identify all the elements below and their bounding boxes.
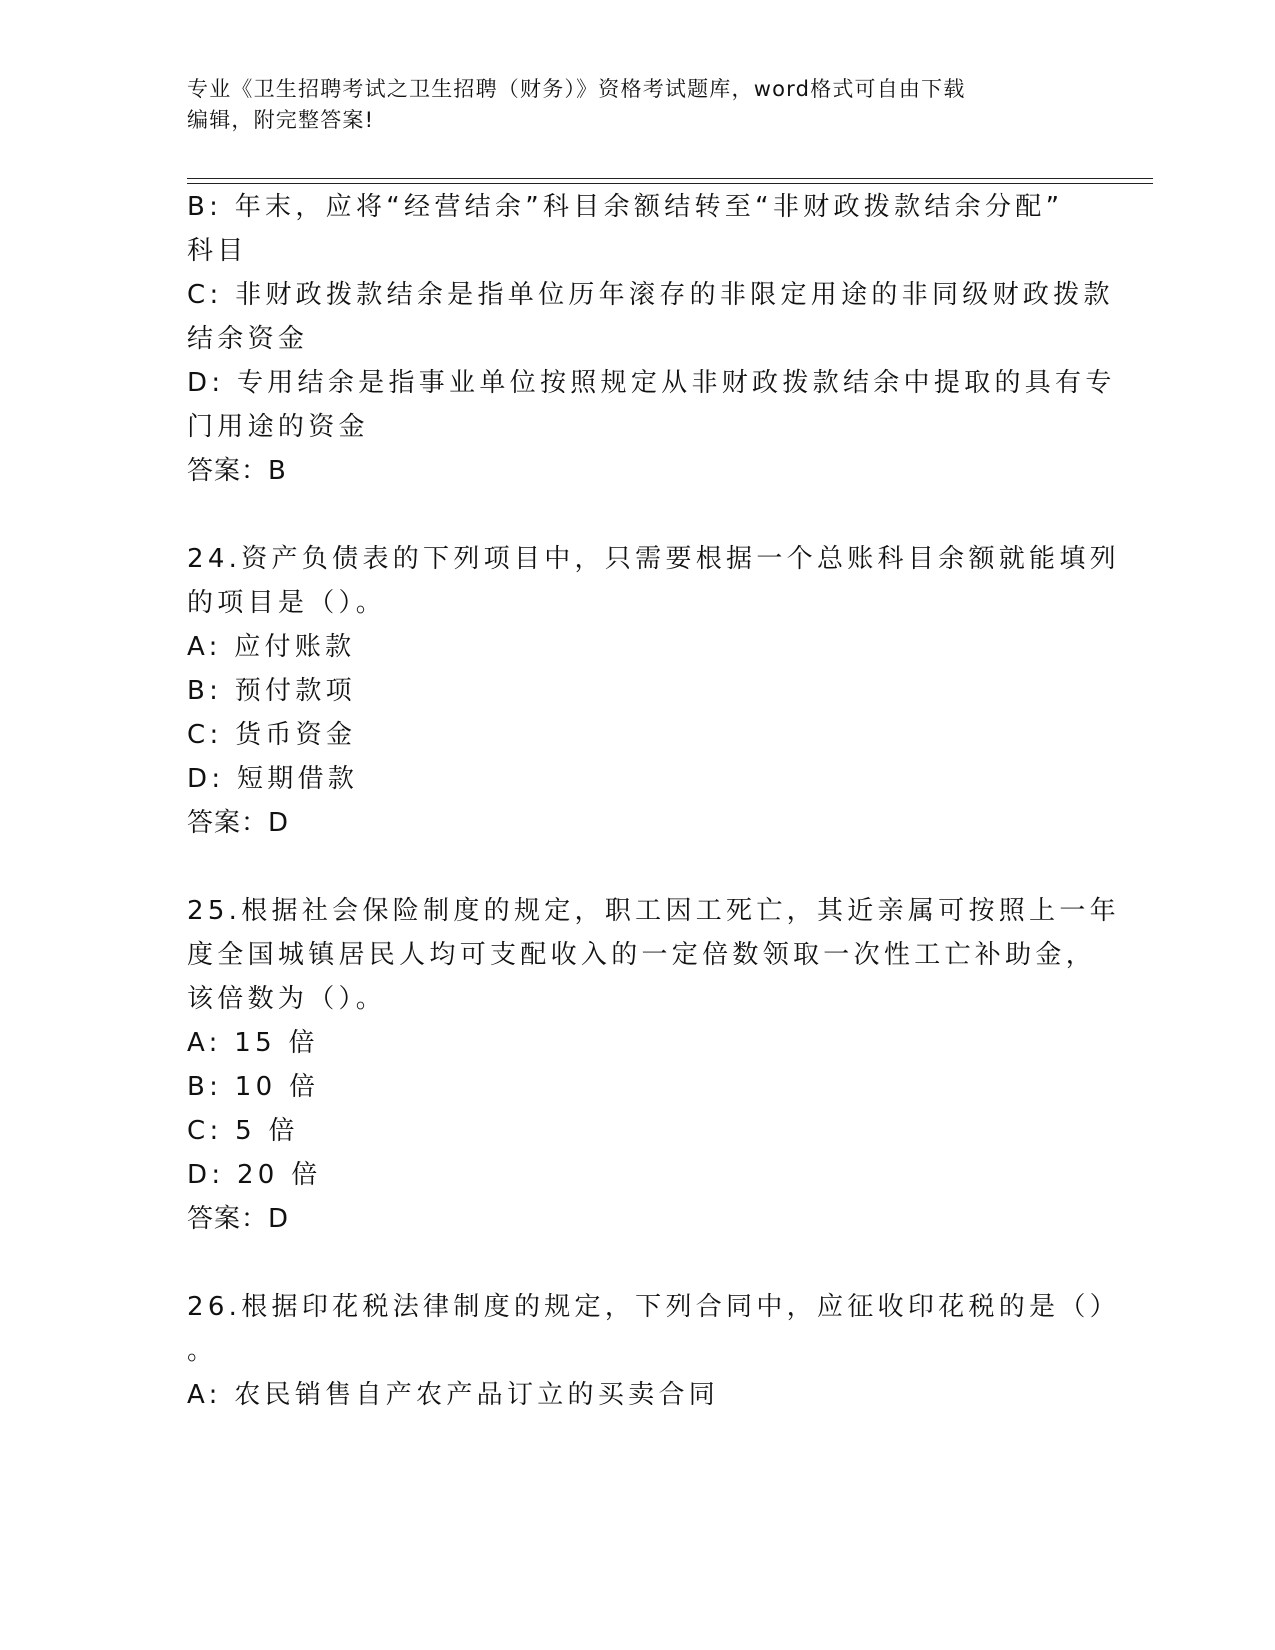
q25-answer: 答案：D [187,1204,290,1234]
q23-option-c-line-1: C: 非财政拨款结余是指单位历年滚存的非限定用途的非同级财政拨款 [187,280,1114,310]
header-line-2: 编辑，附完整答案! [187,108,375,132]
q25-stem-line-2: 度全国城镇居民人均可支配收入的一定倍数领取一次性工亡补助金， [187,940,1097,970]
q25-option-d: D: 20 倍 [187,1160,322,1190]
q24-stem-line-2: 的项目是（）。 [187,588,387,618]
document-header [187,74,1067,136]
q24-option-b: B: 预付款项 [187,676,356,706]
q23-option-d-line-1: D: 专用结余是指事业单位按照规定从非财政拨款结余中提取的具有专 [187,368,1116,398]
q26-option-a: A: 农民销售自产农产品订立的买卖合同 [187,1380,720,1410]
q26-stem-line-1: 26.根据印花税法律制度的规定，下列合同中，应征收印花税的是（） [187,1292,1120,1322]
header-rule-bottom [187,183,1153,184]
q25-option-a: A: 15 倍 [187,1028,319,1058]
q23-option-b-line-2: 科目 [187,236,248,266]
q25-stem-line-3: 该倍数为（）。 [187,984,387,1014]
q25-stem-line-1: 25.根据社会保险制度的规定，职工因工死亡，其近亲属可按照上一年 [187,896,1120,926]
q23-answer: 答案：B [187,456,287,486]
q26-stem-line-2: 。 [187,1336,218,1366]
q23-option-b-line-1: B: 年末，应将“经营结余”科目余额结转至“非财政拨款结余分配” [187,192,1064,222]
q25-option-c: C: 5 倍 [187,1116,299,1146]
header-rule-top [187,178,1153,179]
header-line-1: 专业《卫生招聘考试之卫生招聘（财务）》资格考试题库，word格式可自由下载 [187,77,966,101]
q24-option-a: A: 应付账款 [187,632,356,662]
q24-option-c: C: 货币资金 [187,720,357,750]
q24-answer: 答案：D [187,808,290,838]
q24-stem-line-1: 24.资产负债表的下列项目中，只需要根据一个总账科目余额就能填列 [187,544,1120,574]
q25-option-b: B: 10 倍 [187,1072,320,1102]
q23-option-d-line-2: 门用途的资金 [187,412,369,442]
q24-option-d: D: 短期借款 [187,764,359,794]
q23-option-c-line-2: 结余资金 [187,324,309,354]
